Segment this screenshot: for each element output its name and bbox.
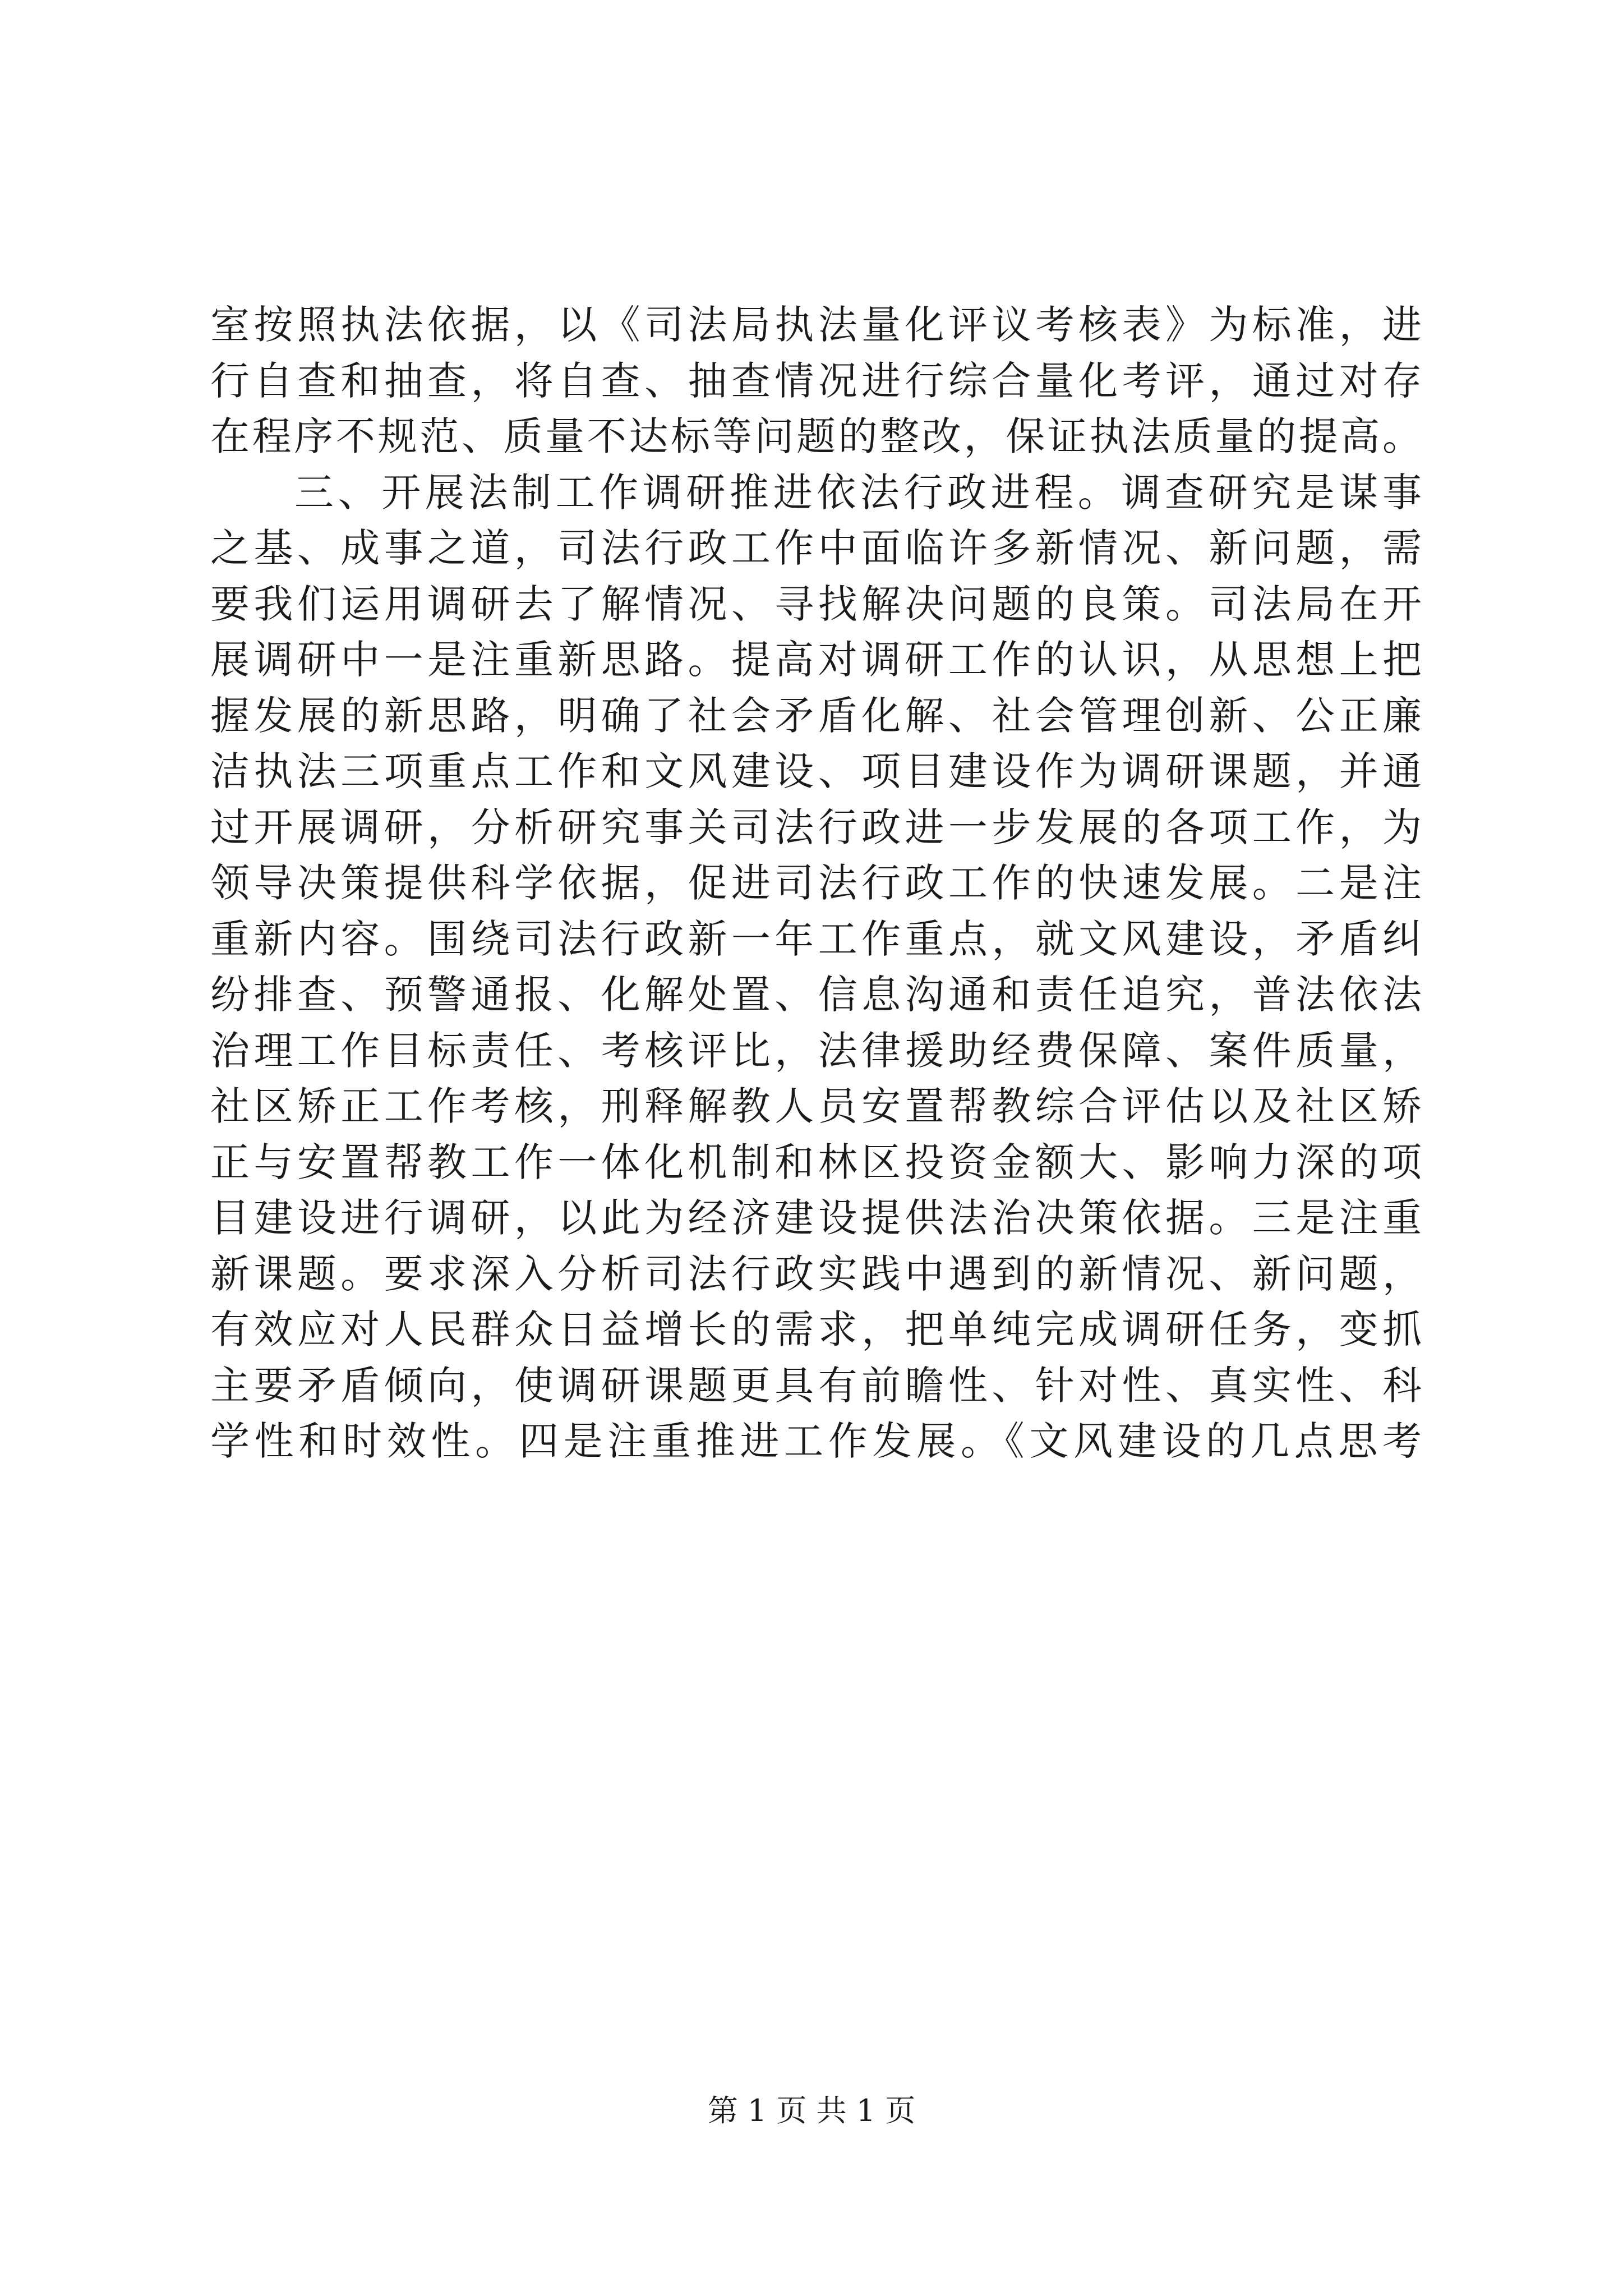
text-line: 行自查和抽查，将自查、抽查情况进行综合量化考评，通过对存 (210, 357, 1422, 404)
text-line: 要我们运用调研去了解情况、寻找解决问题的良策。司法局在开 (210, 581, 1422, 627)
text-line: 社区矫正工作考核，刑释解教人员安置帮教综合评估以及社区矫 (210, 1083, 1422, 1129)
text-line: 室按照执法依据，以《司法局执法量化评议考核表》为标准，进 (210, 302, 1422, 348)
text-line: 三、开展法制工作调研推进依法行政进程。调查研究是谋事 (294, 469, 1422, 516)
text-line: 握发展的新思路，明确了社会矛盾化解、社会管理创新、公正廉 (210, 692, 1422, 739)
text-line: 治理工作目标责任、考核评比，法律援助经费保障、案件质量， (210, 1027, 1422, 1074)
text-line: 新课题。要求深入分析司法行政实践中遇到的新情况、新问题， (210, 1250, 1422, 1297)
text-line: 洁执法三项重点工作和文风建设、项目建设作为调研课题，并通 (210, 748, 1422, 794)
page-footer (0, 2087, 1623, 2130)
text-line: 主要矛盾倾向，使调研课题更具有前瞻性、针对性、真实性、科 (210, 1362, 1422, 1409)
text-line: 过开展调研，分析研究事关司法行政进一步发展的各项工作，为 (210, 804, 1422, 850)
text-line: 在程序不规范、质量不达标等问题的整改，保证执法质量的提高。 (210, 413, 1422, 459)
text-line: 重新内容。围绕司法行政新一年工作重点，就文风建设，矛盾纠 (210, 915, 1422, 962)
text-line: 之基、成事之道，司法行政工作中面临许多新情况、新问题，需 (210, 525, 1422, 571)
document-body (210, 297, 1422, 1470)
text-line: 领导决策提供科学依据，促进司法行政工作的快速发展。二是注 (210, 860, 1422, 906)
page-number: 第 1 页 共 1 页 (707, 2093, 916, 2128)
text-line: 有效应对人民群众日益增长的需求，把单纯完成调研任务，变抓 (210, 1306, 1422, 1352)
text-line: 展调研中一是注重新思路。提高对调研工作的认识，从思想上把 (210, 637, 1422, 683)
text-line: 学性和时效性。四是注重推进工作发展。《文风建设的几点思考 (210, 1418, 1422, 1464)
text-line: 目建设进行调研，以此为经济建设提供法治决策依据。三是注重 (210, 1195, 1422, 1241)
text-line: 纷排查、预警通报、化解处置、信息沟通和责任追究，普法依法 (210, 972, 1422, 1018)
text-line: 正与安置帮教工作一体化机制和林区投资金额大、影响力深的项 (210, 1139, 1422, 1185)
